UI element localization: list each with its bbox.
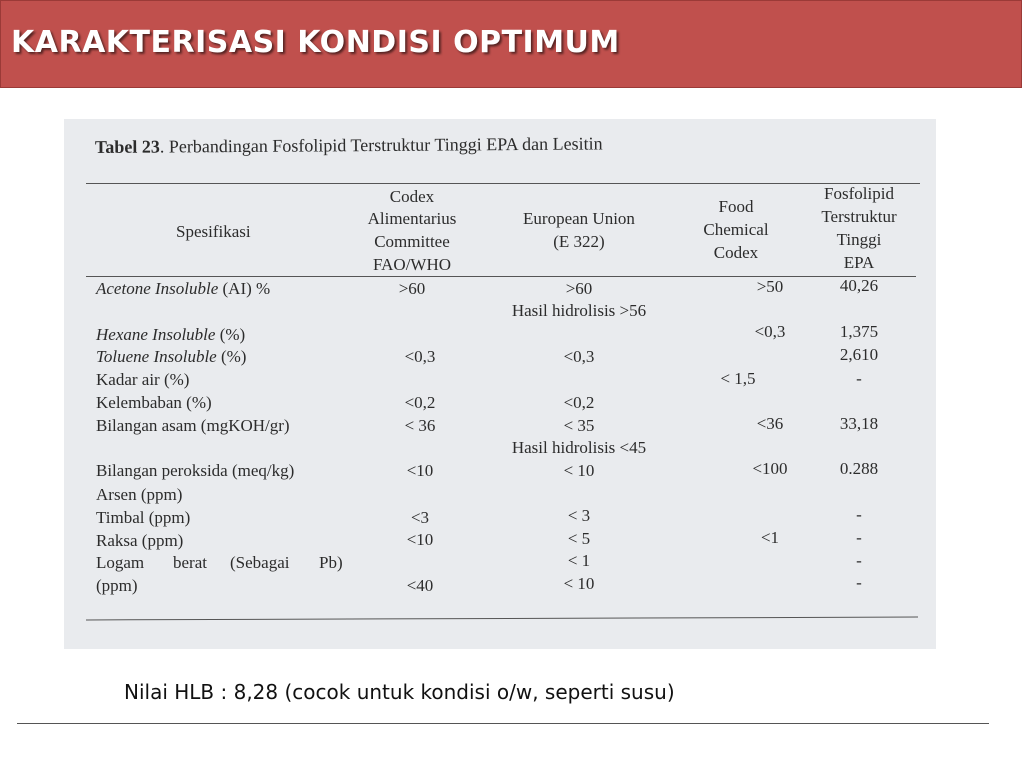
row-epa: 33,18 bbox=[839, 414, 879, 433]
row-epa: - bbox=[856, 528, 862, 547]
row-eu: >60 bbox=[565, 279, 593, 298]
slide-title: KARAKTERISASI KONDISI OPTIMUM bbox=[11, 25, 620, 60]
row-epa: - bbox=[856, 505, 862, 524]
row-codex: <0,3 bbox=[404, 347, 436, 366]
header-epa-line: Tinggi bbox=[836, 230, 882, 249]
row-epa: - bbox=[856, 369, 862, 388]
header-codex-line: FAO/WHO bbox=[372, 255, 452, 274]
header-fcc-line: Codex bbox=[713, 243, 759, 262]
row-eu: < 1 bbox=[567, 551, 591, 570]
row-spec: Hexane Insoluble (%) bbox=[96, 325, 246, 344]
row-epa: - bbox=[856, 551, 862, 570]
row-spec: Acetone Insoluble (AI) % bbox=[96, 279, 271, 298]
title-bar bbox=[0, 0, 1022, 88]
row-spec: Kadar air (%) bbox=[96, 370, 190, 389]
row-eu: < 35 bbox=[563, 416, 595, 435]
table-caption bbox=[95, 133, 603, 157]
header-codex-line: Alimentarius bbox=[367, 209, 457, 228]
row-fcc: <36 bbox=[756, 414, 784, 433]
row-spec-word: Pb) bbox=[319, 553, 343, 572]
row-epa: - bbox=[856, 573, 862, 592]
row-codex: <10 bbox=[406, 530, 434, 549]
row-spec: Arsen (ppm) bbox=[96, 485, 183, 504]
row-spec-word: (Sebagai bbox=[230, 553, 290, 572]
row-eu: < 10 bbox=[563, 461, 595, 480]
header-eu-line: (E 322) bbox=[553, 232, 605, 251]
header-epa-line: EPA bbox=[843, 253, 875, 272]
row-fcc: <0,3 bbox=[754, 322, 786, 341]
row-fcc: <100 bbox=[752, 459, 788, 478]
row-eu: < 3 bbox=[567, 506, 591, 525]
row-codex: <10 bbox=[406, 461, 434, 480]
header-eu-line: European Union bbox=[523, 209, 635, 228]
row-epa: 0.288 bbox=[839, 459, 879, 478]
row-spec: Bilangan peroksida (meq/kg) bbox=[96, 461, 295, 480]
footer-divider bbox=[17, 723, 989, 724]
header-fcc-line: Food bbox=[718, 197, 754, 216]
row-eu: < 5 bbox=[567, 529, 591, 548]
row-codex: < 36 bbox=[404, 416, 436, 435]
header-epa-line: Terstruktur bbox=[821, 207, 897, 226]
row-spec: Toluene Insoluble (%) bbox=[96, 347, 247, 366]
row-eu: < 10 bbox=[563, 574, 595, 593]
header-epa-line: Fosfolipid bbox=[824, 184, 894, 203]
table-bottom-rule bbox=[86, 617, 918, 621]
row-spec: Bilangan asam (mgKOH/gr) bbox=[96, 416, 290, 435]
row-epa: 2,610 bbox=[839, 345, 879, 364]
row-eu: <0,3 bbox=[563, 347, 595, 366]
hlb-caption: Nilai HLB : 8,28 (cocok untuk kondisi o/w, seperti susu) bbox=[124, 680, 675, 704]
header-fcc-line: Chemical bbox=[703, 220, 769, 239]
row-spec: (ppm) bbox=[96, 576, 138, 595]
eu-note: Hasil hidrolisis <45 bbox=[511, 438, 647, 457]
row-fcc: >50 bbox=[756, 277, 784, 296]
row-epa: 1,375 bbox=[839, 322, 879, 341]
row-spec: Kelembaban (%) bbox=[96, 393, 212, 412]
row-codex: <40 bbox=[406, 576, 434, 595]
row-codex: >60 bbox=[398, 279, 426, 298]
row-spec: Raksa (ppm) bbox=[96, 531, 184, 550]
row-spec-word: Logam bbox=[96, 553, 145, 572]
table-top-rule bbox=[86, 183, 920, 184]
row-epa: 40,26 bbox=[839, 276, 879, 295]
header-codex-line: Committee bbox=[374, 232, 450, 251]
scanned-table-image bbox=[64, 119, 936, 649]
header-codex-line: Codex bbox=[389, 187, 435, 206]
row-eu: <0,2 bbox=[563, 393, 595, 412]
eu-note: Hasil hidrolisis >56 bbox=[511, 301, 647, 320]
table-caption-text: . Perbandingan Fosfolipid Terstruktur Tinggi EPA dan Lesitin bbox=[159, 133, 603, 157]
table-caption-number: Tabel 23 bbox=[94, 136, 160, 157]
row-spec-word: berat bbox=[173, 553, 207, 572]
row-fcc: <1 bbox=[760, 528, 780, 547]
row-spec: Timbal (ppm) bbox=[96, 508, 191, 527]
header-spesifikasi: Spesifikasi bbox=[176, 222, 251, 241]
row-fcc: < 1,5 bbox=[720, 369, 756, 388]
row-codex: <3 bbox=[410, 508, 430, 527]
row-codex: <0,2 bbox=[404, 393, 436, 412]
